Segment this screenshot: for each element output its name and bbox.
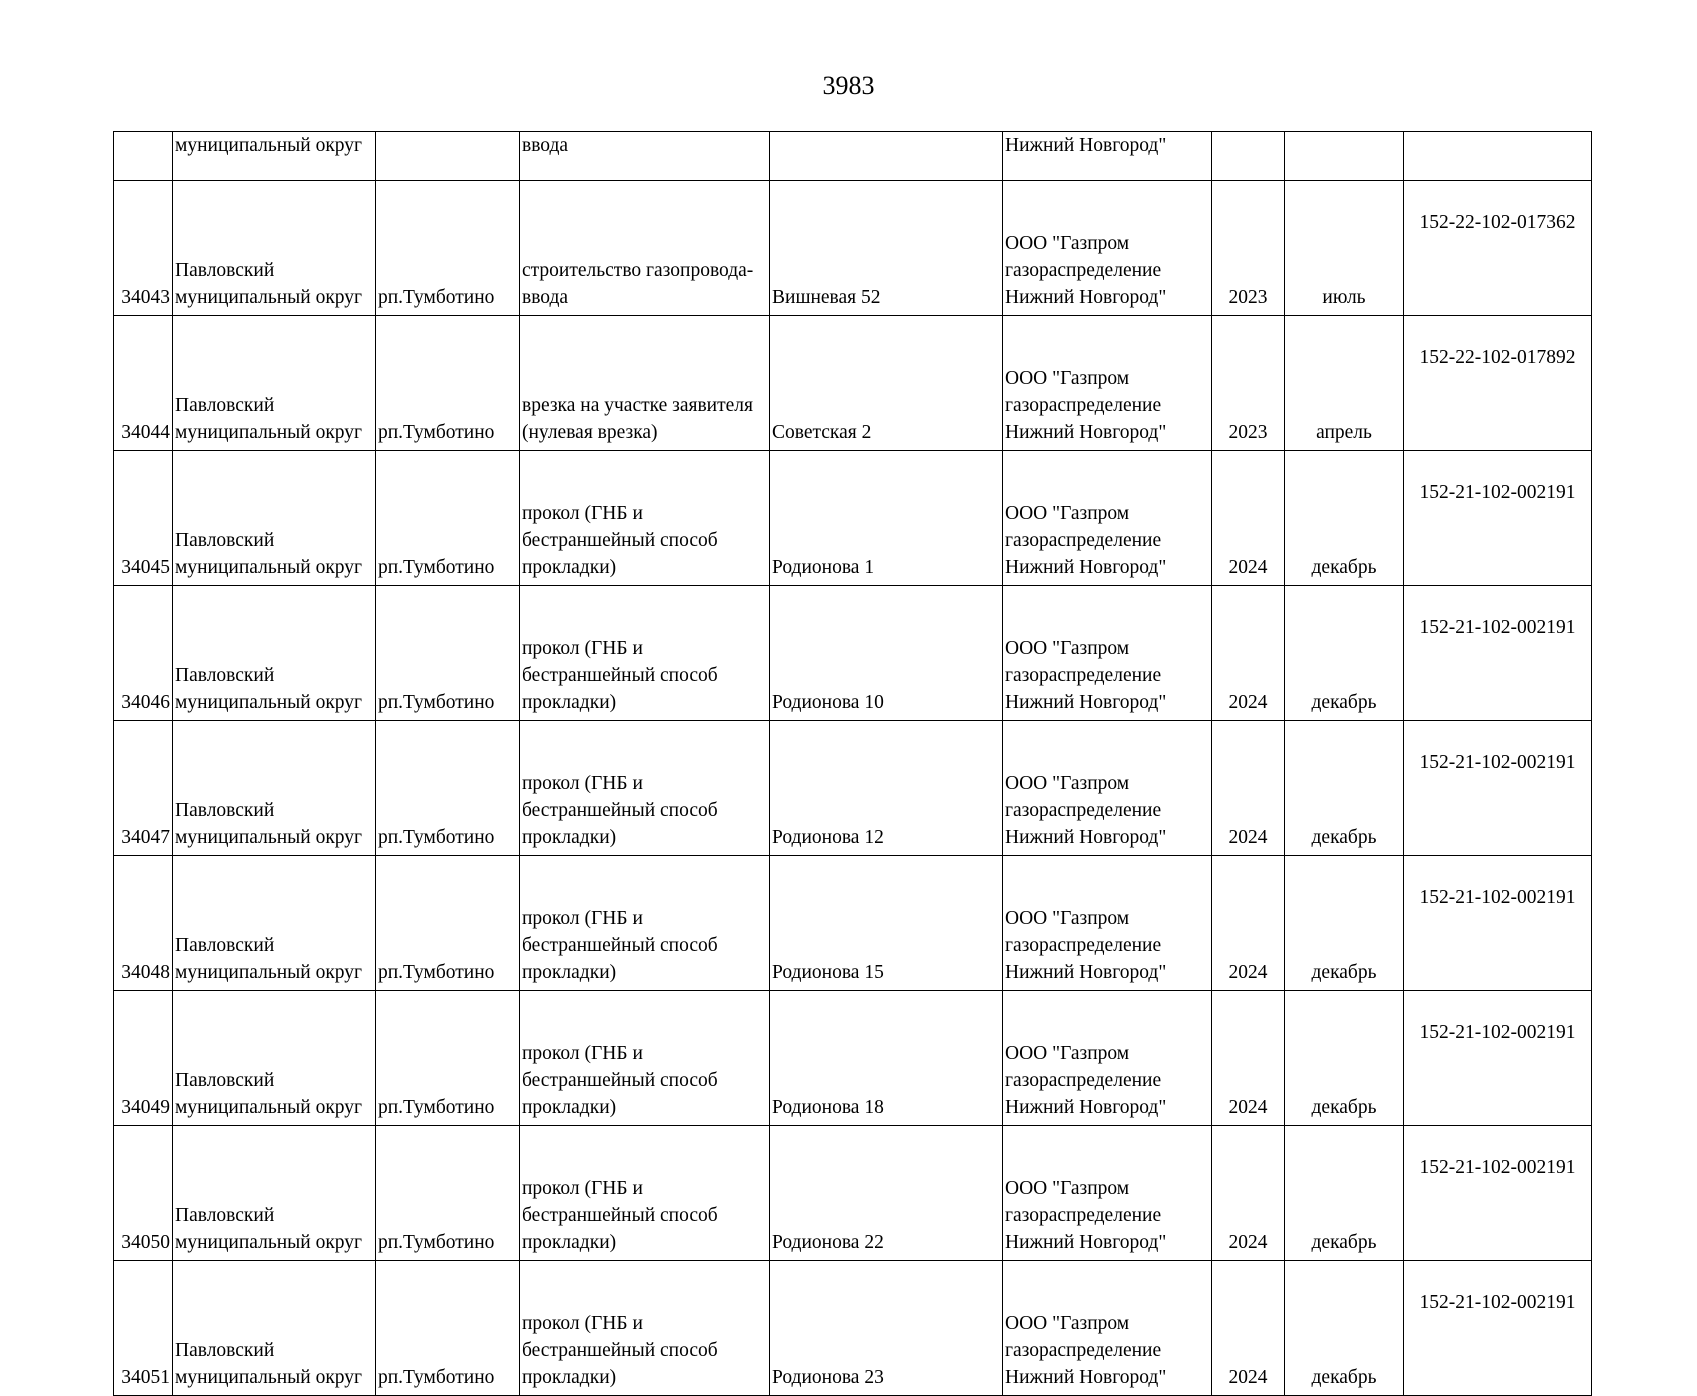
table-row xyxy=(114,856,1592,991)
cell-organization: ООО "Газпром газораспределение Нижний Новгород" xyxy=(1003,991,1212,1126)
cell-organization: ООО "Газпром газораспределение Нижний Новгород" xyxy=(1003,451,1212,586)
cell-organization: ООО "Газпром газораспределение Нижний Новгород" xyxy=(1003,1261,1212,1396)
cell-code: 152-22-102-017362 xyxy=(1404,181,1592,316)
cell-year: 2024 xyxy=(1212,1126,1285,1261)
cell-address xyxy=(770,132,1003,181)
cell-organization: ООО "Газпром газораспределение Нижний Новгород" xyxy=(1003,721,1212,856)
cell-code: 152-21-102-002191 xyxy=(1404,721,1592,856)
cell-district: Павловский муниципальный округ xyxy=(173,586,376,721)
cell-code: 152-21-102-002191 xyxy=(1404,856,1592,991)
table-row xyxy=(114,721,1592,856)
cell-month: декабрь xyxy=(1285,1126,1404,1261)
cell-month: декабрь xyxy=(1285,991,1404,1126)
cell-address: Вишневая 52 xyxy=(770,181,1003,316)
page-number: 3983 xyxy=(822,71,875,100)
cell-year: 2024 xyxy=(1212,1261,1285,1396)
cell-settlement: рп.Тумботино xyxy=(376,586,520,721)
cell-work-type: прокол (ГНБ и бестраншейный способ прокладки) xyxy=(520,1126,770,1261)
cell-num xyxy=(114,132,173,181)
cell-year: 2024 xyxy=(1212,586,1285,721)
cell-settlement xyxy=(376,132,520,181)
cell-num: 34045 xyxy=(114,451,173,586)
cell-district: Павловский муниципальный округ xyxy=(173,856,376,991)
cell-district: Павловский муниципальный округ xyxy=(173,181,376,316)
cell-num: 34046 xyxy=(114,586,173,721)
cell-address: Советская 2 xyxy=(770,316,1003,451)
cell-work-type: прокол (ГНБ и бестраншейный способ прокладки) xyxy=(520,721,770,856)
cell-organization: ООО "Газпром газораспределение Нижний Новгород" xyxy=(1003,181,1212,316)
cell-district: муниципальный округ xyxy=(173,132,376,181)
cell-settlement: рп.Тумботино xyxy=(376,316,520,451)
cell-month: декабрь xyxy=(1285,721,1404,856)
cell-month: декабрь xyxy=(1285,451,1404,586)
cell-work-type: прокол (ГНБ и бестраншейный способ прокладки) xyxy=(520,1261,770,1396)
cell-year: 2024 xyxy=(1212,856,1285,991)
cell-code: 152-22-102-017892 xyxy=(1404,316,1592,451)
cell-month: декабрь xyxy=(1285,856,1404,991)
registry-table-body xyxy=(114,132,1592,1396)
cell-num: 34048 xyxy=(114,856,173,991)
cell-district: Павловский муниципальный округ xyxy=(173,991,376,1126)
cell-district: Павловский муниципальный округ xyxy=(173,316,376,451)
cell-work-type: врезка на участке заявителя (нулевая врезка) xyxy=(520,316,770,451)
cell-organization: ООО "Газпром газораспределение Нижний Новгород" xyxy=(1003,316,1212,451)
cell-num: 34050 xyxy=(114,1126,173,1261)
cell-district: Павловский муниципальный округ xyxy=(173,1126,376,1261)
cell-year: 2024 xyxy=(1212,721,1285,856)
cell-settlement: рп.Тумботино xyxy=(376,991,520,1126)
cell-month: декабрь xyxy=(1285,586,1404,721)
cell-work-type: прокол (ГНБ и бестраншейный способ прокладки) xyxy=(520,451,770,586)
cell-code xyxy=(1404,132,1592,181)
cell-month xyxy=(1285,132,1404,181)
cell-work-type: строительство газопровода- ввода xyxy=(520,181,770,316)
cell-address: Родионова 22 xyxy=(770,1126,1003,1261)
cell-settlement: рп.Тумботино xyxy=(376,1261,520,1396)
cell-year: 2023 xyxy=(1212,316,1285,451)
cell-district: Павловский муниципальный округ xyxy=(173,451,376,586)
cell-work-type: прокол (ГНБ и бестраншейный способ прокладки) xyxy=(520,856,770,991)
cell-year: 2024 xyxy=(1212,991,1285,1126)
cell-code: 152-21-102-002191 xyxy=(1404,1126,1592,1261)
table-row xyxy=(114,991,1592,1126)
cell-settlement: рп.Тумботино xyxy=(376,856,520,991)
cell-organization: ООО "Газпром газораспределение Нижний Новгород" xyxy=(1003,1126,1212,1261)
table-row xyxy=(114,316,1592,451)
cell-address: Родионова 18 xyxy=(770,991,1003,1126)
cell-address: Родионова 23 xyxy=(770,1261,1003,1396)
cell-code: 152-21-102-002191 xyxy=(1404,586,1592,721)
cell-settlement: рп.Тумботино xyxy=(376,721,520,856)
cell-month: декабрь xyxy=(1285,1261,1404,1396)
cell-year: 2024 xyxy=(1212,451,1285,586)
cell-num: 34047 xyxy=(114,721,173,856)
table-row xyxy=(114,451,1592,586)
cell-address: Родионова 1 xyxy=(770,451,1003,586)
cell-organization: ООО "Газпром газораспределение Нижний Новгород" xyxy=(1003,586,1212,721)
cell-work-type: прокол (ГНБ и бестраншейный способ прокладки) xyxy=(520,991,770,1126)
cell-district: Павловский муниципальный округ xyxy=(173,1261,376,1396)
cell-code: 152-21-102-002191 xyxy=(1404,451,1592,586)
cell-settlement: рп.Тумботино xyxy=(376,181,520,316)
cell-code: 152-21-102-002191 xyxy=(1404,991,1592,1126)
registry-table xyxy=(113,131,1592,1396)
table-row-continuation xyxy=(114,132,1592,181)
cell-address: Родионова 15 xyxy=(770,856,1003,991)
table-row xyxy=(114,586,1592,721)
cell-year: 2023 xyxy=(1212,181,1285,316)
cell-organization: ООО "Газпром газораспределение Нижний Новгород" xyxy=(1003,856,1212,991)
cell-code: 152-21-102-002191 xyxy=(1404,1261,1592,1396)
cell-address: Родионова 12 xyxy=(770,721,1003,856)
cell-year xyxy=(1212,132,1285,181)
cell-num: 34043 xyxy=(114,181,173,316)
cell-work-type: прокол (ГНБ и бестраншейный способ прокладки) xyxy=(520,586,770,721)
table-row xyxy=(114,1261,1592,1396)
cell-organization: Нижний Новгород" xyxy=(1003,132,1212,181)
cell-num: 34044 xyxy=(114,316,173,451)
table-row xyxy=(114,1126,1592,1261)
cell-num: 34051 xyxy=(114,1261,173,1396)
cell-settlement: рп.Тумботино xyxy=(376,1126,520,1261)
cell-num: 34049 xyxy=(114,991,173,1126)
cell-work-type: ввода xyxy=(520,132,770,181)
table-row xyxy=(114,181,1592,316)
cell-address: Родионова 10 xyxy=(770,586,1003,721)
cell-district: Павловский муниципальный округ xyxy=(173,721,376,856)
cell-month: апрель xyxy=(1285,316,1404,451)
cell-month: июль xyxy=(1285,181,1404,316)
cell-settlement: рп.Тумботино xyxy=(376,451,520,586)
